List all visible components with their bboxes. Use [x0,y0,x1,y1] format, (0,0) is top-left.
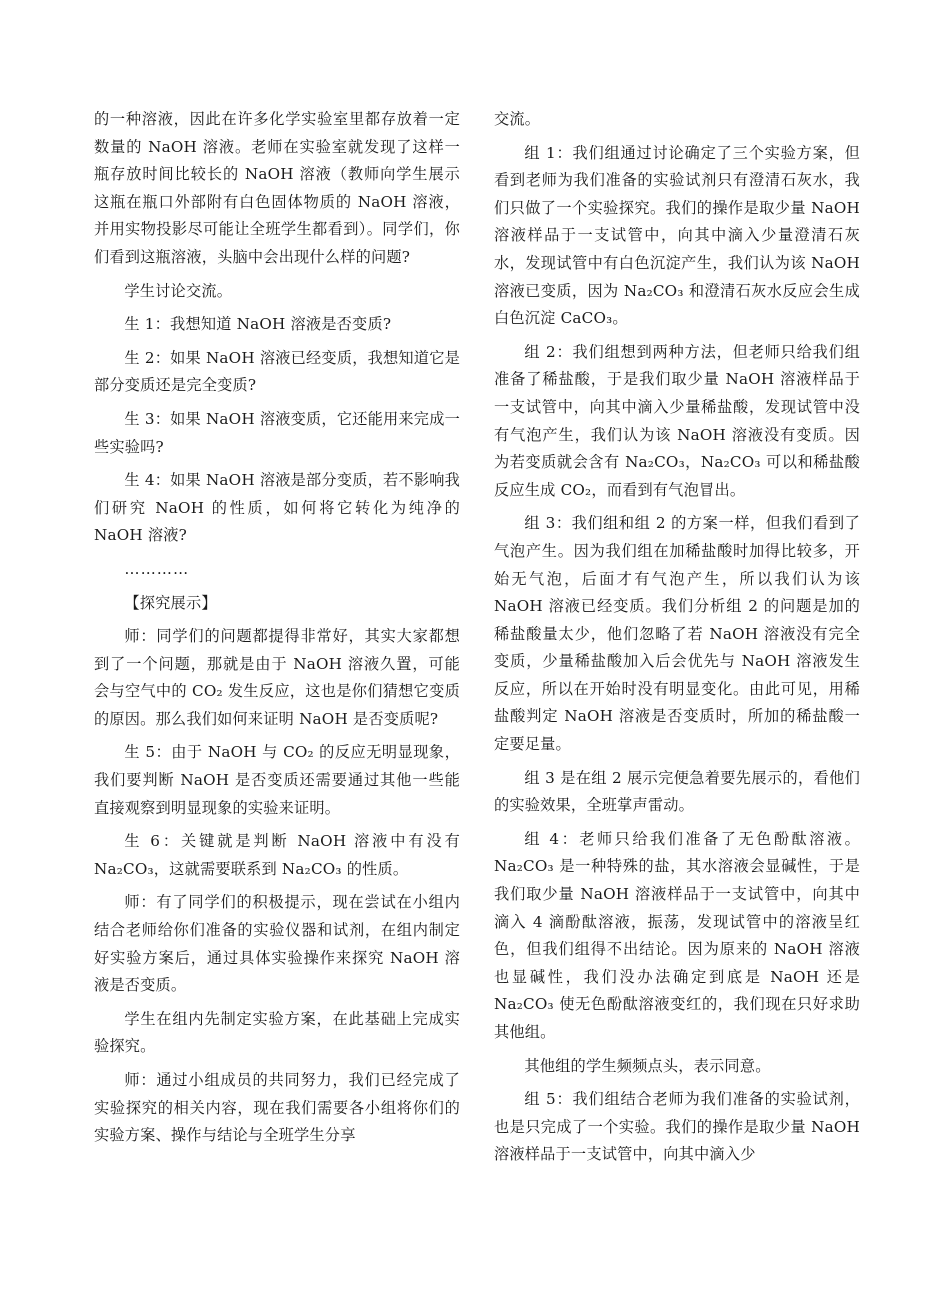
paragraph: 学生在组内先制定实验方案，在此基础上完成实验探究。 [94,1009,460,1056]
paragraph: 组 1：我们组通过讨论确定了三个实验方案，但看到老师为我们准备的实验试剂只有澄清石灰水，我们只做了一个实验探究。我们的操作是取少量 NaOH 溶液样品于一支试管中，向其中滴入少量澄清石灰水，发现试管中有白色沉淀产生，我们认为该 NaOH 溶液已变质，因为 Na₂CO₃ 和澄清石灰水反应会生成白色沉淀 CaCO₃。 [494,143,860,328]
ellipsis-separator: ………… [124,559,190,578]
paragraph: 组 3 是在组 2 展示完便急着要先展示的，看他们的实验效果，全班掌声雷动。 [494,768,860,815]
paragraph: 生 3：如果 NaOH 溶液变质，它还能用来完成一些实验吗? [94,409,460,456]
right-column [494,106,860,1175]
paragraph: 生 4：如果 NaOH 溶液是部分变质，若不影响我们研究 NaOH 的性质，如何将它转化为纯净的 NaOH 溶液? [94,471,460,545]
paragraph: 交流。 [494,110,541,128]
paragraph: 师：通过小组成员的共同努力，我们已经完成了实验探究的相关内容，现在我们需要各小组将你们的实验方案、操作与结论与全班学生分享 [94,1071,460,1145]
paragraph: 其他组的学生频频点头，表示同意。 [524,1056,771,1075]
paragraph: 生 5：由于 NaOH 与 CO₂ 的反应无明显现象，我们要判断 NaOH 是否变质还需要通过其他一些能直接观察到明显现象的实验来证明。 [94,743,460,817]
paragraph: 师：同学们的问题都提得非常好，其实大家都想到了一个问题，那就是由于 NaOH 溶液久置，可能会与空气中的 CO₂ 发生反应，这也是你们猜想它变质的原因。那么我们如何来证明 NaOH 是否变质呢? [94,627,460,728]
paragraph: 学生讨论交流。 [124,281,233,300]
paragraph: 生 2：如果 NaOH 溶液已经变质，我想知道它是部分变质还是完全变质? [94,348,460,395]
paragraph: 的一种溶液，因此在许多化学实验室里都存放着一定数量的 NaOH 溶液。老师在实验室就发现了这样一瓶存放时间比较长的 NaOH 溶液（教师向学生展示这瓶在瓶口外部附有白色固体物质的 NaOH 溶液，并用实物投影尽可能让全班学生都看到）。同学们，你们看到这瓶溶液，头脑中会出现什么样的问题? [94,110,460,266]
paragraph: 生 6：关键就是判断 NaOH 溶液中有没有 Na₂CO₃，这就需要联系到 Na₂CO₃ 的性质。 [94,832,460,878]
paragraph: 组 4：老师只给我们准备了无色酚酞溶液。Na₂CO₃ 是一种特殊的盐，其水溶液会显碱性，于是我们取少量 NaOH 溶液样品于一支试管中，向其中滴入 4 滴酚酞溶液，振荡，发现试管中的溶液呈红色，但我们组得不出结论。因为原来的 NaOH 溶液也显碱性，我们没办法确定到底是 NaOH 还是 Na₂CO₃ 使无色酚酞溶液变红的，我们现在只好求助其他组。 [494,829,860,1041]
left-column [94,106,460,1156]
paragraph: 师：有了同学们的积极提示，现在尝试在小组内结合老师给你们准备的实验仪器和试剂，在组内制定好实验方案后，通过具体实验操作来探究 NaOH 溶液是否变质。 [94,893,460,995]
paragraph: 生 1：我想知道 NaOH 溶液是否变质? [124,315,392,334]
paragraph: 组 5：我们组结合老师为我们准备的实验试剂，也是只完成了一个实验。我们的操作是取少量 NaOH 溶液样品于一支试管中，向其中滴入少 [494,1090,860,1164]
paragraph: 组 2：我们组想到两种方法，但老师只给我们组准备了稀盐酸，于是我们取少量 NaOH 溶液样品于一支试管中，向其中滴入少量稀盐酸，发现试管中没有气泡产生，我们认为该 NaOH 溶液没有变质。因为若变质就会含有 Na₂CO₃，Na₂CO₃ 可以和稀盐酸反应生成 CO₂，而看到有气泡冒出。 [494,342,860,499]
section-heading: 【探究展示】 [124,593,217,612]
paragraph: 组 3：我们组和组 2 的方案一样，但我们看到了气泡产生。因为我们组在加稀盐酸时加得比较多，开始无气泡，后面才有气泡产生，所以我们认为该 NaOH 溶液已经变质。我们分析组 2 的问题是加的稀盐酸量太少，他们忽略了若 NaOH 溶液没有完全变质，少量稀盐酸加入后会优先与 NaOH 溶液发生反应，所以在开始时没有明显变化。由此可见，用稀盐酸判定 NaOH 溶液是否变质时，所加的稀盐酸一定要足量。 [494,514,860,754]
